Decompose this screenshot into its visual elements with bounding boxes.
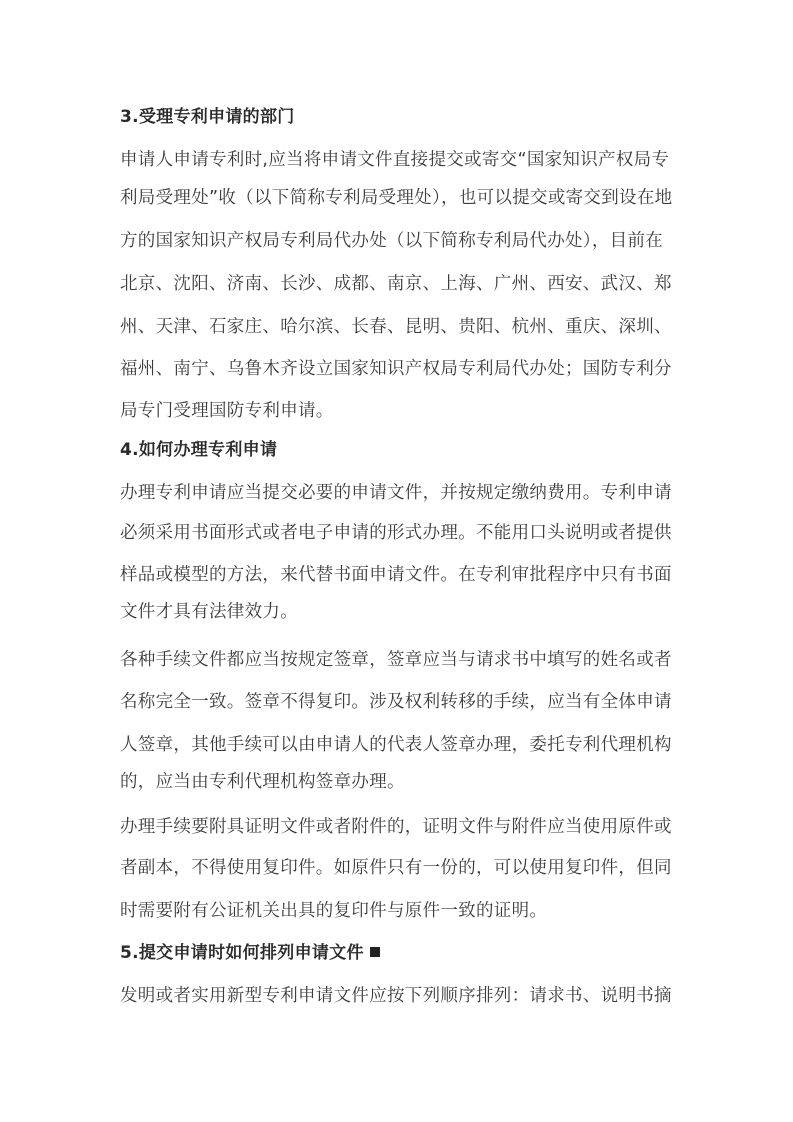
section-3-heading: 3.受理专利申请的部门	[120, 107, 295, 127]
square-bullet-icon	[370, 947, 380, 957]
paragraph-line: 北京、沈阳、济南、长沙、成都、南京、上海、广州、西安、武汉、郑	[120, 274, 672, 294]
paragraph-line: 州、天津、石家庄、哈尔滨、长春、昆明、贵阳、杭州、重庆、深圳、	[120, 317, 672, 337]
paragraph-line: 各种手续文件都应当按规定签章，签章应当与请求书中填写的姓名或者	[120, 650, 672, 670]
paragraph-line: 人签章，其他手续可以由申请人的代表人签章办理，委托专利代理机构	[120, 735, 672, 755]
paragraph-line: 发明或者实用新型专利申请文件应按下列顺序排列：请求书、说明书摘	[120, 986, 672, 1006]
paragraph-line: 利局受理处”收（以下简称专利局受理处），也可以提交或寄交到设在地	[120, 188, 673, 208]
section-5-heading	[120, 941, 680, 965]
section-4-heading: 4.如何办理专利申请	[120, 440, 278, 460]
paragraph-line: 局专门受理国防专利申请。	[120, 401, 334, 421]
paragraph-line: 福州、南宁、乌鲁木齐设立国家知识产权局专利局代办处；国防专利分	[120, 359, 672, 379]
paragraph-line: 必须采用书面形式或者电子申请的形式办理。不能用口头说明或者提供	[120, 523, 672, 543]
paragraph-line: 名称完全一致。签章不得复印。涉及权利转移的手续，应当有全体申请	[120, 692, 672, 712]
paragraph-line: 申请人申请专利时,应当将申请文件直接提交或寄交“国家知识产权局专	[120, 150, 670, 170]
paragraph-line: 办理手续要附具证明文件或者附件的，证明文件与附件应当使用原件或	[120, 817, 672, 837]
paragraph-line: 方的国家知识产权局专利局代办处（以下简称专利局代办处），目前在	[120, 231, 664, 251]
paragraph-line: 办理专利申请应当提交必要的申请文件，并按规定缴纳费用。专利申请	[120, 483, 672, 503]
paragraph-line: 的，应当由专利代理机构签章办理。	[120, 772, 405, 792]
paragraph-line: 时需要附有公证机关出具的复印件与原件一致的证明。	[120, 901, 548, 921]
paragraph-line: 样品或模型的方法，来代替书面申请文件。在专利审批程序中只有书面	[120, 565, 672, 585]
section-5-heading-text: 5.提交申请时如何排列申请文件	[120, 943, 364, 963]
paragraph-line: 者副本，不得使用复印件。如原件只有一份的，可以使用复印件，但同	[120, 858, 672, 878]
paragraph-line: 文件才具有法律效力。	[120, 602, 298, 622]
